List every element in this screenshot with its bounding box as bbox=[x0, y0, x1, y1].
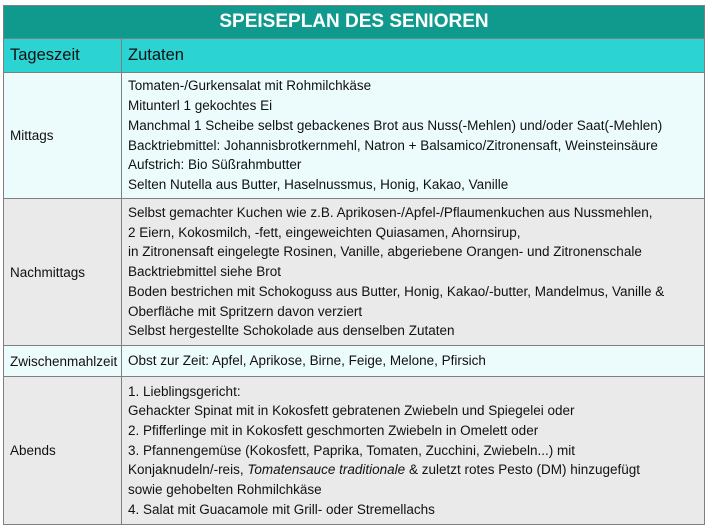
row-ingredients bbox=[122, 346, 705, 377]
header-row bbox=[4, 39, 705, 73]
ingredient-line: Selten Nutella aus Butter, Haselnussmus, Honig, Kakao, Vanille bbox=[128, 176, 509, 192]
ingredient-line: Backtriebmittel siehe Brot bbox=[128, 264, 282, 280]
text-segment: Konjaknudeln/-reis, bbox=[128, 462, 248, 478]
row-ingredients bbox=[122, 377, 705, 525]
ingredient-line: Selbst hergestellte Schokolade aus denselben Zutaten bbox=[128, 323, 455, 339]
ingredient-line: Backtriebmittel: Johannisbrotkernmehl, Natron + Balsamico/Zitronensaft, Weinsteinsäure bbox=[128, 137, 658, 153]
meal-plan-table bbox=[3, 5, 705, 525]
ingredient-line: in Zitronensaft eingelegte Rosinen, Vanille, abgeriebene Orangen- und Zitronenschale bbox=[128, 244, 642, 260]
ingredient-line-mixed bbox=[128, 460, 698, 480]
row-ingredients bbox=[122, 73, 705, 199]
ingredient-line: Obst zur Zeit: Apfel, Aprikose, Birne, Feige, Melone, Pfirsich bbox=[128, 353, 486, 369]
ingredient-line: Gehackter Spinat mit in Kokosfett gebratenen Zwiebeln und Spiegelei oder bbox=[128, 403, 575, 419]
title-row bbox=[4, 6, 705, 39]
ingredient-line: Aufstrich: Bio Süßrahmbutter bbox=[128, 157, 302, 173]
table-row bbox=[4, 73, 705, 199]
header-ingredients: Zutaten bbox=[122, 39, 705, 73]
header-time: Tageszeit bbox=[4, 39, 122, 73]
ingredient-line: Oberfläche mit Spritzern davon verziert bbox=[128, 303, 363, 319]
ingredient-line: Manchmal 1 Scheibe selbst gebackenes Brot aus Nuss(-Mehlen) und/oder Saat(-Mehlen) bbox=[128, 117, 663, 133]
row-time-label: Mittags bbox=[4, 73, 122, 199]
ingredient-line: Boden bestrichen mit Schokoguss aus Butter, Honig, Kakao/-butter, Mandelmus, Vanille & bbox=[128, 283, 665, 299]
table-row bbox=[4, 346, 705, 377]
ingredient-line: 3. Pfannengemüse (Kokosfett, Paprika, Tomaten, Zucchini, Zwiebeln...) mit bbox=[128, 442, 575, 458]
ingredient-line: Tomaten-/Gurkensalat mit Rohmilchkäse bbox=[128, 78, 372, 94]
ingredient-line: Mitunterl 1 gekochtes Ei bbox=[128, 98, 273, 114]
italic-sauce-name: Tomatensauce traditionale bbox=[247, 462, 406, 478]
ingredient-line: 2. Pfifferlinge mit in Kokosfett geschmorten Zwiebeln in Omelett oder bbox=[128, 422, 539, 438]
row-ingredients bbox=[122, 199, 705, 346]
ingredient-line: 1. Lieblingsgericht: bbox=[128, 383, 241, 399]
row-time-label: Nachmittags bbox=[4, 199, 122, 346]
row-time-label: Abends bbox=[4, 377, 122, 525]
table-title: SPEISEPLAN DES SENIOREN bbox=[4, 6, 705, 39]
table-row bbox=[4, 377, 705, 525]
ingredient-line: sowie gehobelten Rohmilchkäse bbox=[128, 482, 322, 498]
ingredient-line: 4. Salat mit Guacamole mit Grill- oder Stremellachs bbox=[128, 501, 435, 517]
table-row bbox=[4, 199, 705, 346]
ingredient-line: 2 Eiern, Kokosmilch, -fett, eingeweichten Quiasamen, Ahornsirup, bbox=[128, 224, 521, 240]
text-segment: & zuletzt rotes Pesto (DM) hinzugefügt bbox=[405, 462, 641, 478]
ingredient-line: Selbst gemachter Kuchen wie z.B. Aprikosen-/Apfel-/Pflaumenkuchen aus Nussmehlen, bbox=[128, 205, 653, 221]
row-time-label: Zwischenmahlzeit bbox=[4, 346, 122, 377]
